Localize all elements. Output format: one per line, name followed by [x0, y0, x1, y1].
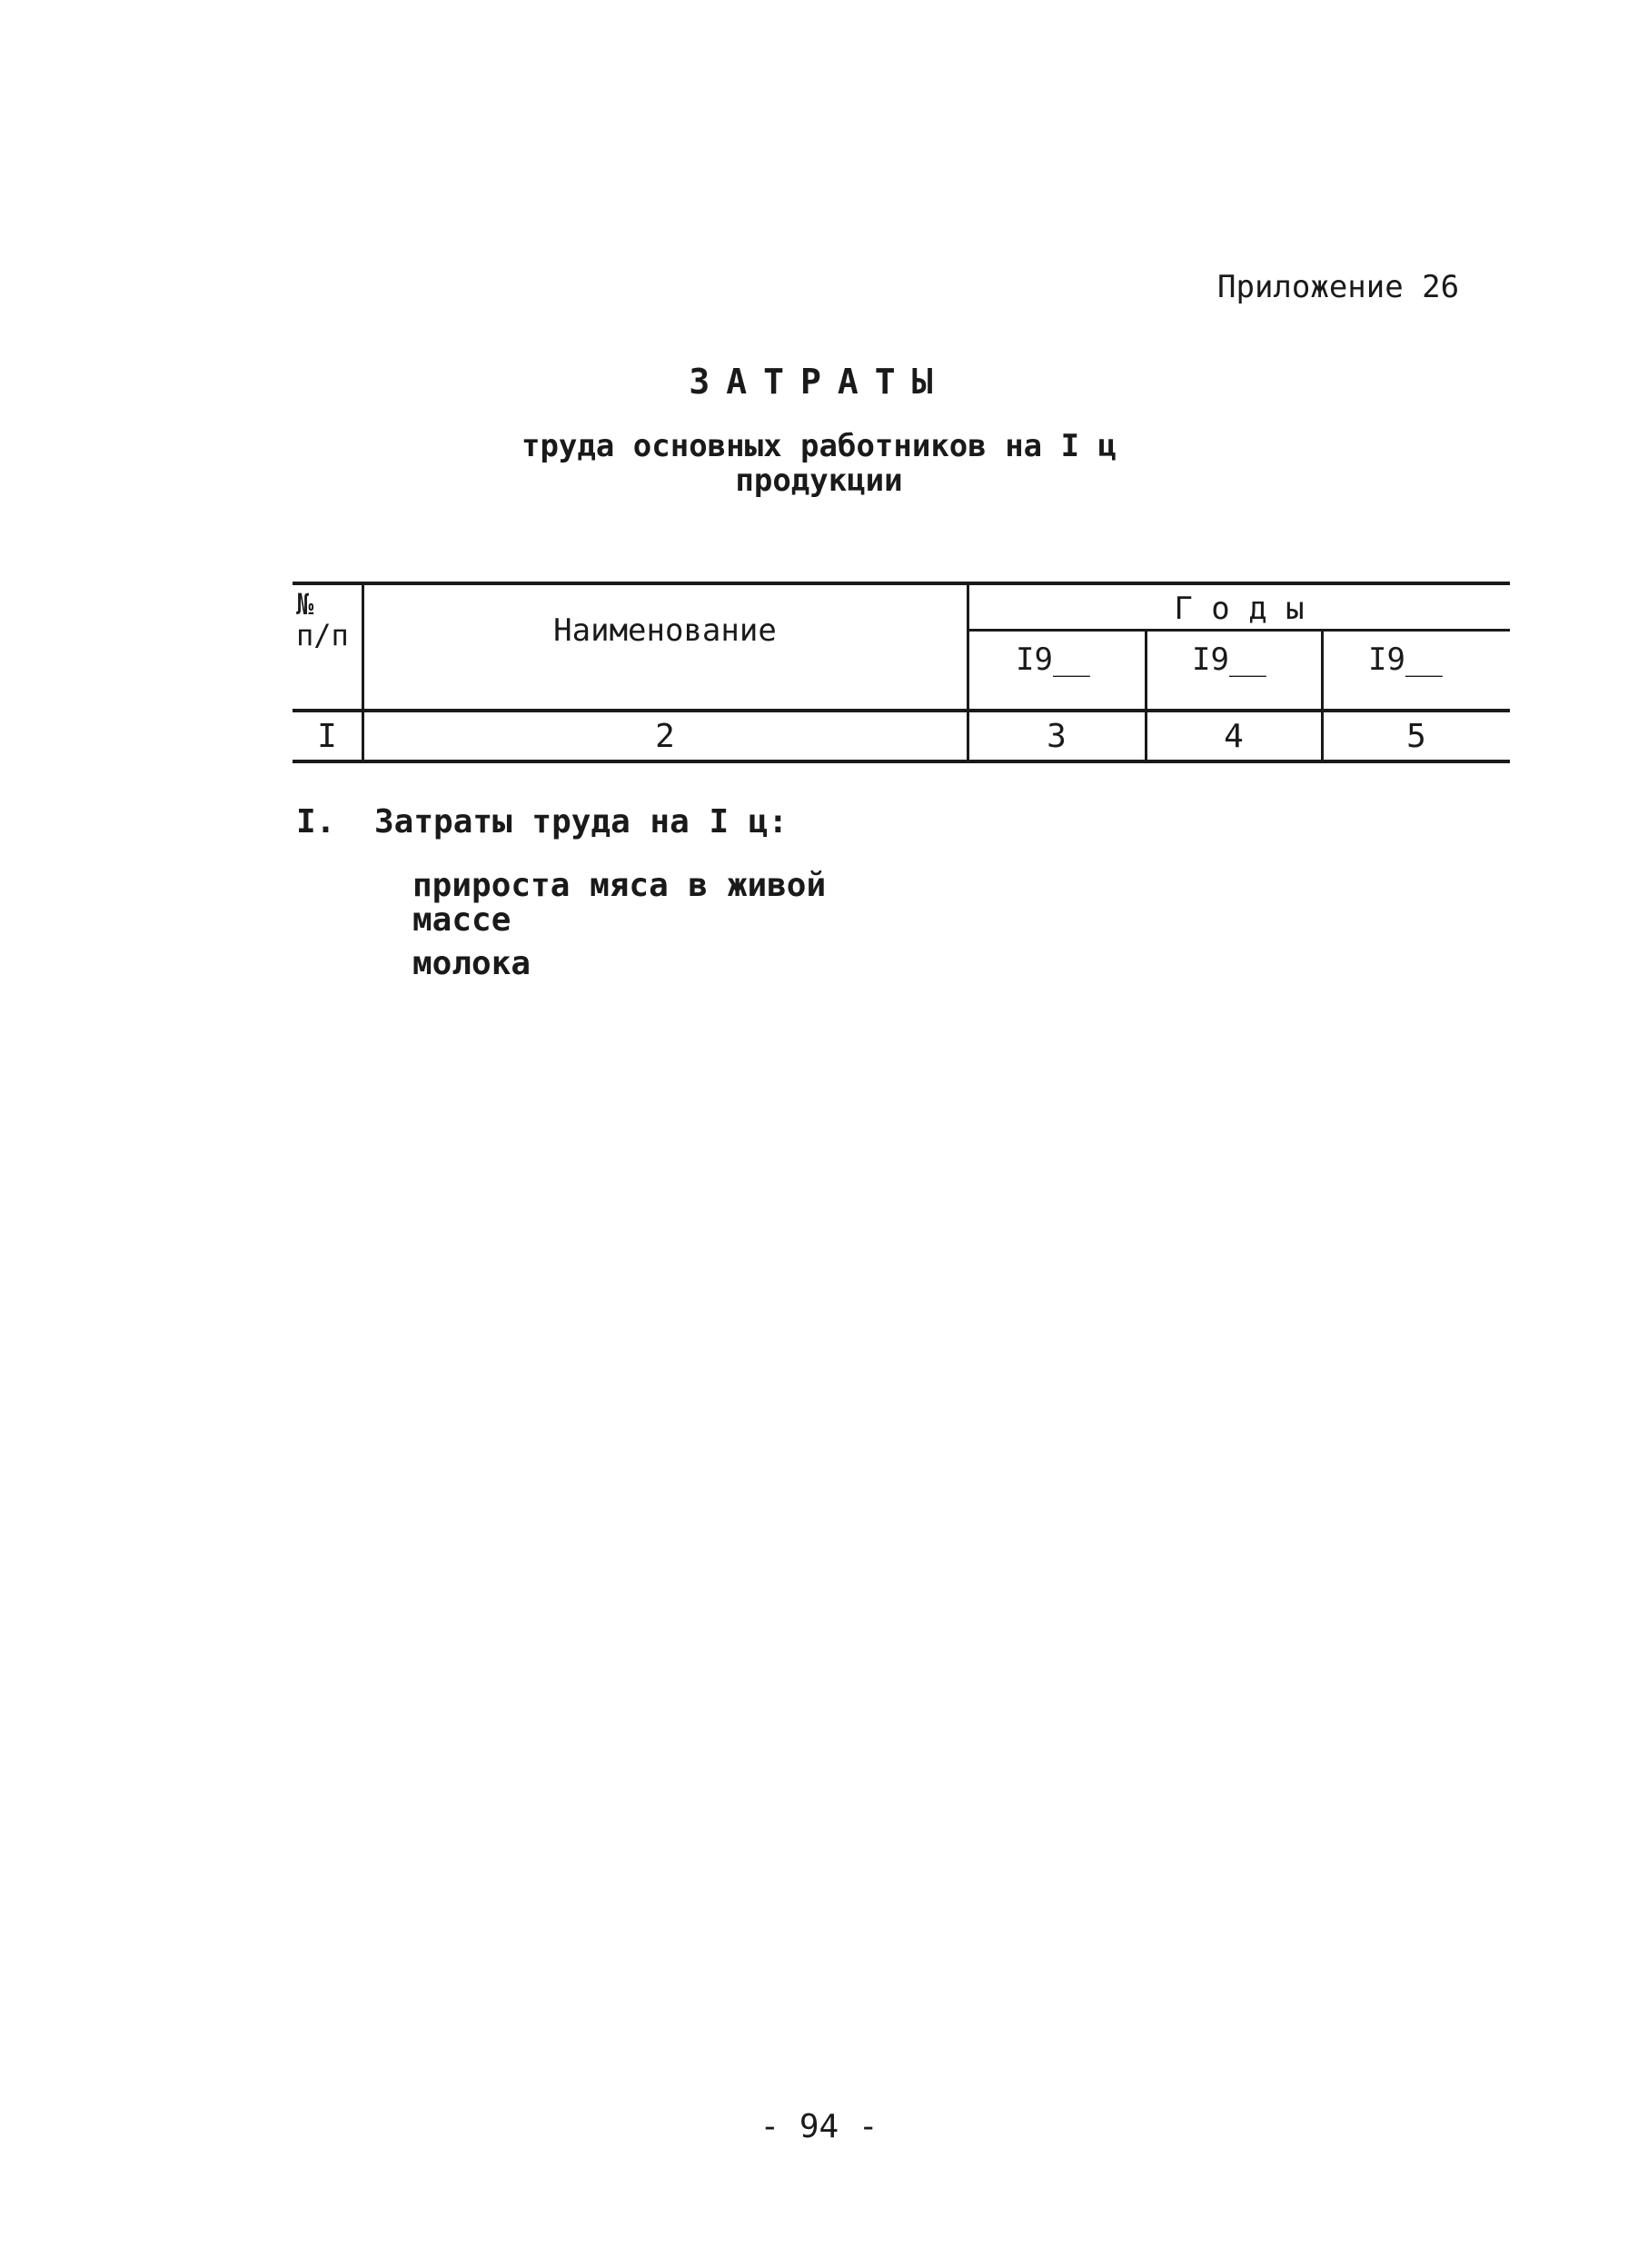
header-num-abbr: п/п	[296, 618, 349, 652]
column-number-3: 3	[1047, 718, 1067, 755]
appendix-label: Приложение 26	[1217, 269, 1460, 305]
table-bottom-rule	[293, 760, 1510, 763]
document-title: ЗАТРАТЫ	[689, 362, 949, 402]
column-number-2: 2	[655, 718, 675, 755]
header-bottom-rule	[293, 709, 1510, 712]
header-name: Наименование	[553, 612, 777, 649]
list-item	[412, 947, 531, 981]
section-number: I.	[296, 803, 336, 841]
page-number: - 94 -	[759, 2108, 879, 2145]
column-number-4: 4	[1224, 718, 1244, 755]
header-year-2: I9__	[1192, 642, 1266, 678]
list-item-line-2: массе	[412, 901, 511, 939]
header-year-1: I9__	[1016, 642, 1090, 678]
column-number-1: I	[317, 718, 337, 755]
list-item	[412, 869, 826, 938]
header-year-3: I9__	[1368, 642, 1443, 678]
list-item-line-1: молока	[412, 945, 531, 982]
header-years-group: Г о д ы	[1174, 591, 1305, 627]
document-subtitle	[0, 429, 1638, 498]
table-top-rule	[293, 582, 1510, 585]
subtitle-line-1: труда основных работников на I ц	[521, 428, 1117, 464]
header-num-sign: №	[296, 587, 314, 622]
list-item-line-1: прироста мяса в живой	[412, 867, 827, 904]
header-num	[296, 589, 349, 651]
section-heading: Затраты труда на I ц:	[374, 803, 789, 841]
years-group-rule	[968, 629, 1510, 632]
subtitle-line-2: продукции	[735, 463, 903, 499]
column-number-5: 5	[1406, 718, 1426, 755]
